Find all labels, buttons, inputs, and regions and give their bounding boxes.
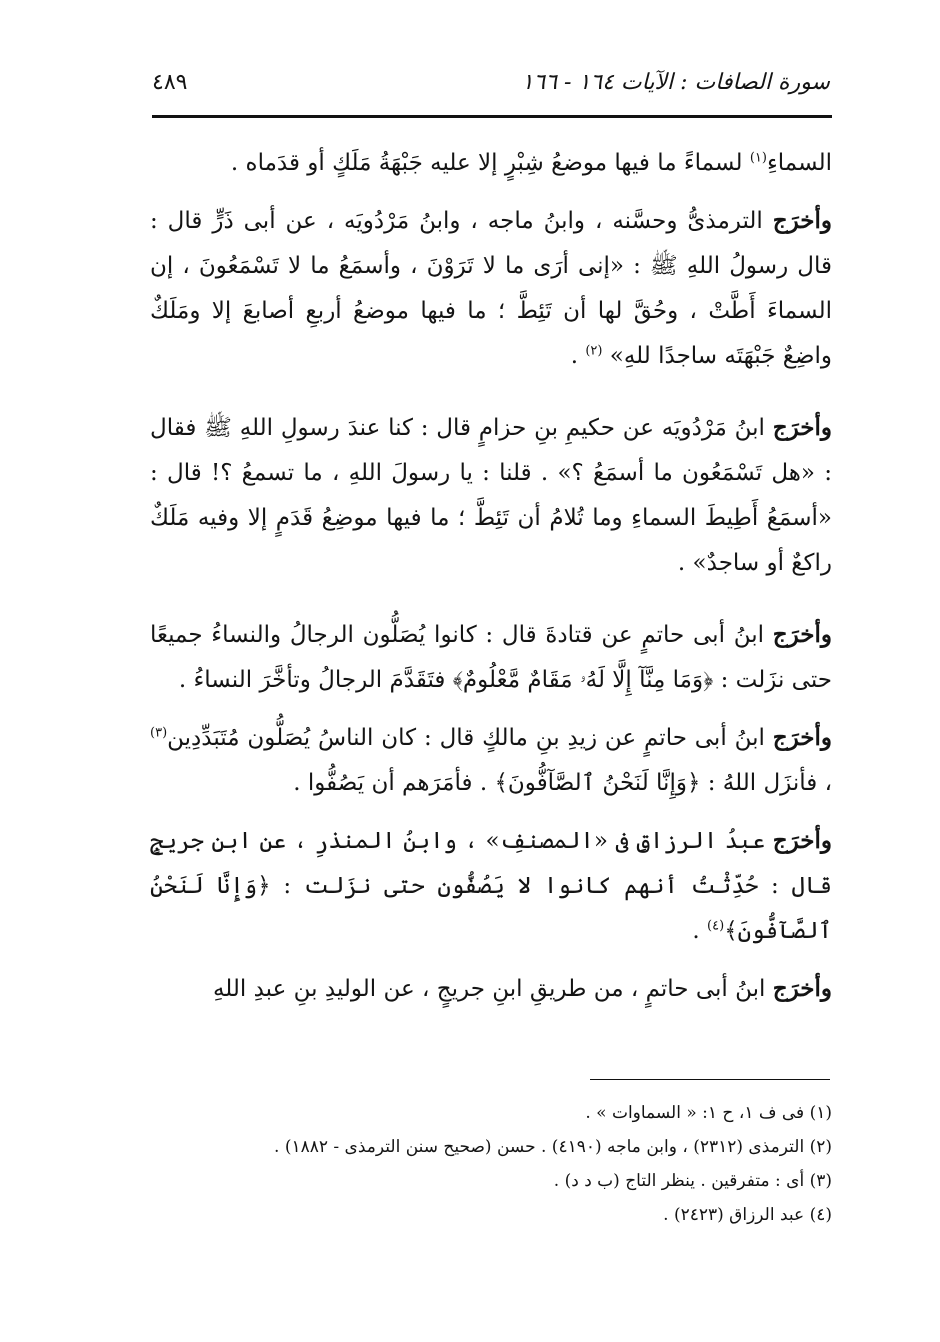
paragraph-text: ابنُ أبى حاتمٍ عن زيدِ بنِ مالكٍ قال : كان الناسُ يُصَلُّون مُتَبَدِّدِين (167, 725, 773, 751)
footnote-marker: (٤) (707, 918, 725, 934)
running-title: سورة الصافات : الآيات ١٦٤ - ١٦٦ (521, 70, 830, 95)
paragraph-lead: وأخرَج (772, 414, 832, 441)
paragraph-2 (150, 198, 832, 379)
footnote-marker: (٢) (585, 343, 603, 359)
paragraph-lead: وأخرَج (772, 827, 832, 854)
header-rule (152, 115, 832, 118)
footnote-3: (٣) أى : متفرقين . ينظر التاج (ب د د) . (553, 1171, 832, 1191)
paragraph-text: عبدُ الرزاقِ فى «المصنفِ» ، وابنُ المنذرِ ، عن ابنِ جريجٍ قال : حُدِّثْتُ أنهم كانوا لا يَصُفُّون حتى نزَلت : ﴿وَإِنَّا لَنَحْنُ ٱلصَّآفُّونَ﴾ (150, 828, 832, 944)
paragraph-1 (150, 140, 832, 186)
footnote-marker: (٣) (150, 725, 168, 741)
paragraph-lead: وأخرَج (772, 975, 832, 1002)
paragraph-lead: وأخرَج (772, 207, 832, 234)
footnote-marker: (١) (749, 150, 767, 166)
paragraph-text: ابنُ أبى حاتمٍ عن قتادةَ قال : كانوا يُصَلُّون الرجالُ والنساءُ جميعًا حتى نزَلت : ﴿وَمَا مِنَّآ إِلَّا لَهُۥ مَقَامٌ مَّعْلُومٌ﴾ فتَقَدَّمَ الرجالُ وتأخَّرَ النساءُ . (150, 622, 832, 693)
footnote-4: (٤) عبد الرزاق (٢٤٢٣) . (663, 1205, 832, 1225)
paragraph-7 (150, 966, 832, 1012)
paragraph-text-continued: لسماءً ما فيها موضعُ شِبْرٍ إلا عليه جَبْهَةُ مَلَكٍ أو قدَماه . (230, 150, 750, 176)
paragraph-text: السماءِ (766, 150, 832, 176)
page-number: ٤٨٩ (152, 70, 188, 95)
paragraph-lead: وأخرَج (772, 724, 832, 751)
footnote-2: (٢) الترمذى (٢٣١٢) ، وابن ماجه (٤١٩٠) . حسن (صحيح سنن الترمذى - ١٨٨٢) . (274, 1137, 832, 1157)
paragraph-text-continued: . (692, 918, 708, 944)
page-header (152, 66, 830, 106)
paragraph-text: ابنُ أبى حاتمٍ ، من طريقِ ابنِ جريجٍ ، عن الوليدِ بنِ عبدِ اللهِ (212, 976, 773, 1002)
footnotes (150, 1096, 832, 1232)
paragraph-lead: وأخرَج (772, 621, 832, 648)
paragraph-3 (150, 405, 832, 586)
paragraph-6 (150, 818, 832, 954)
footnote-rule (590, 1079, 830, 1080)
paragraph-5 (150, 715, 832, 806)
paragraph-text: الترمذىُّ وحسَّنه ، وابنُ ماجه ، وابنُ مَرْدُويَه ، عن أبى ذَرٍّ قال : قال رسولُ اللهِ ﷺ : «إنى أرَى ما لا تَرَوْنَ ، وأسمَعُ ما لا تَسْمَعُونَ ، إن السماءَ أَطَّتْ ، وحُقَّ لها أن تَئِطَّ ؛ ما فيها موضعُ أربعِ أصابعَ إلا ومَلَكٌ واضِعٌ جَبْهَتَه ساجدًا للهِ» (150, 208, 832, 369)
paragraph-text-continued: . (570, 343, 586, 369)
paragraph-text-continued: ، فأنزَل اللهُ : ﴿وَإِنَّا لَنَحْنُ ٱلصَّآفُّونَ﴾ . فأمَرَهم أن يَصُفُّوا . (293, 770, 832, 796)
paragraph-4 (150, 612, 832, 703)
footnote-1: (١) فى ف ١، ح ١: « السماوات » . (585, 1103, 832, 1123)
main-text (150, 140, 832, 1012)
paragraph-text: ابنُ مَرْدُويَه عن حكيمِ بنِ حزامٍ قال : كنا عندَ رسولِ اللهِ ﷺ فقال : «هل تَسْمَعُون ما أسمَعُ ؟» . قلنا : يا رسولَ اللهِ ، ما تسمعُ ؟! قال : «أسمَعُ أَطِيطَ السماءِ وما تُلامُ أن تَئِطَّ ؛ ما فيها موضِعُ قَدَمٍ إلا وفيه مَلَكٌ راكعٌ أو ساجدٌ» . (150, 415, 832, 576)
